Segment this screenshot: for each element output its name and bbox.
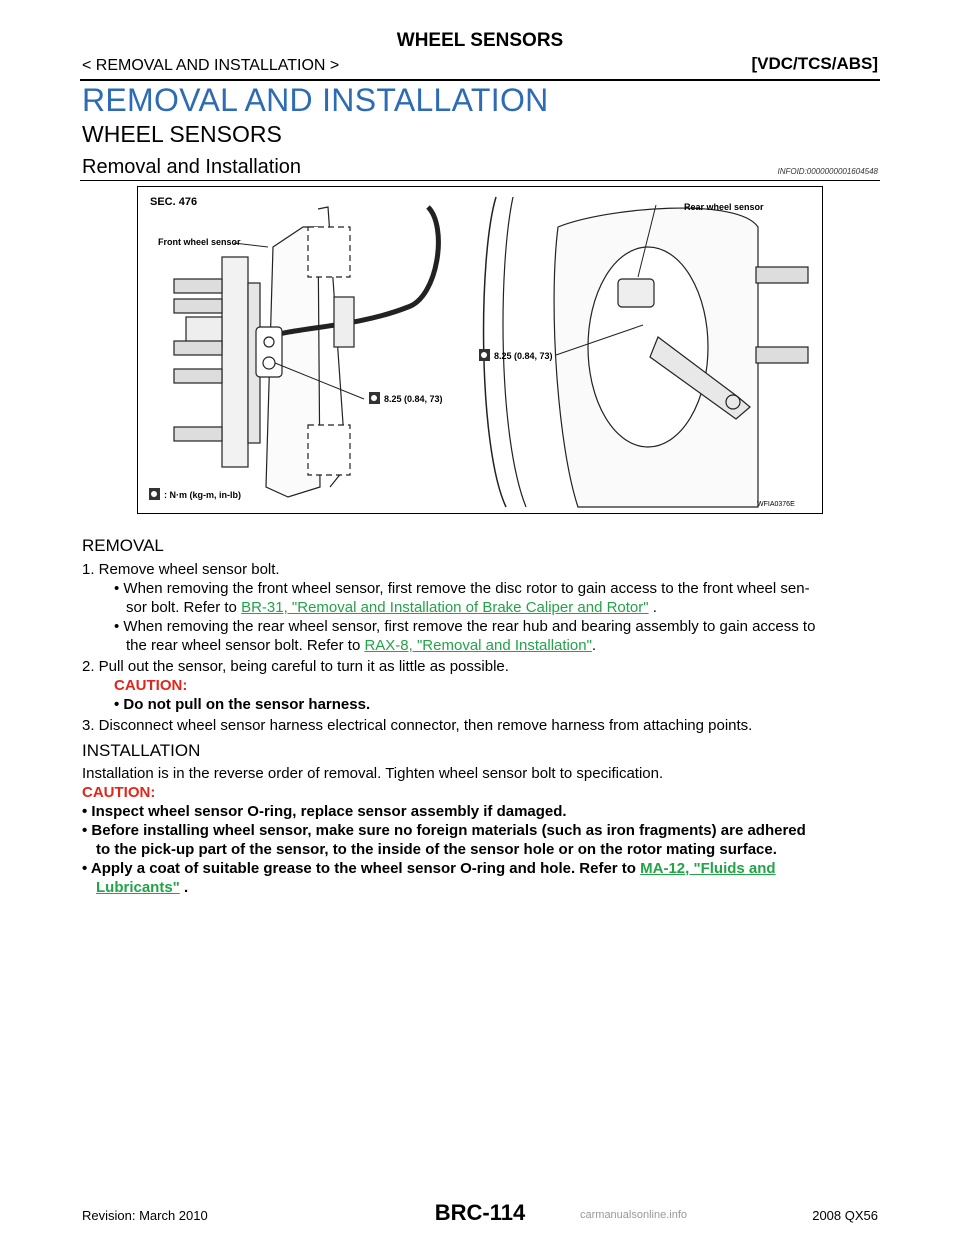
removal-step-1-bullet-2-line-2 (126, 636, 596, 655)
torque-icon-rear (479, 349, 490, 361)
revision-date: Revision: March 2010 (82, 1208, 208, 1223)
front-harness-clip (334, 297, 354, 347)
front-wheel-stud (174, 369, 222, 383)
sec-label: SEC. 476 (150, 196, 198, 208)
rear-wheel-stud (756, 267, 808, 283)
removal-step-3: 3. Disconnect wheel sensor harness electrical connector, then remove harness from attaching points. (82, 717, 753, 734)
installation-intro: Installation is in the reverse order of removal. Tighten wheel sensor bolt to specification. (82, 765, 664, 782)
installation-caution-2-line-2: to the pick-up part of the sensor, to the inside of the sensor hole or on the rotor mating surface. (96, 841, 777, 858)
front-torque-spec: 8.25 (0.84, 73) (384, 394, 443, 404)
front-wheel-stud (174, 341, 222, 355)
rear-wheel-sensor (618, 279, 654, 307)
subsection-heading: Removal and Installation (82, 156, 302, 178)
torque-icon-legend (149, 488, 160, 500)
torque-icon-front (369, 392, 380, 404)
wheel-sensor-illustration (137, 186, 823, 514)
removal-step-2: 2. Pull out the sensor, being careful to turn it as little as possible. (82, 658, 509, 675)
removal-bullet-2-text: the rear wheel sensor bolt. Refer to (126, 637, 365, 654)
figure-code: WFIA0376E (757, 501, 795, 508)
page-number: BRC-114 (434, 1200, 526, 1225)
front-wheel-stud (174, 299, 222, 313)
installation-heading: INSTALLATION (82, 741, 201, 760)
front-wheel-stud (174, 279, 222, 293)
page-header-title: WHEEL SENSORS (396, 30, 564, 51)
link-br-31[interactable]: BR-31, "Removal and Installation of Brake Caliper and Rotor" (241, 599, 649, 616)
rear-torque-spec: 8.25 (0.84, 73) (494, 351, 553, 361)
illustration-drawing (138, 187, 822, 513)
installation-caution-3-line-1 (82, 859, 776, 878)
removal-caution-item: • Do not pull on the sensor harness. (114, 696, 371, 713)
removal-step-1: 1. Remove wheel sensor bolt. (82, 561, 280, 578)
system-label: [VDC/TCS/ABS] (751, 54, 878, 73)
vehicle-model: 2008 QX56 (812, 1208, 878, 1223)
chapter-heading: REMOVAL AND INSTALLATION (82, 82, 549, 118)
link-rax-8[interactable]: RAX-8, "Removal and Installation" (364, 637, 592, 654)
installation-caution-2-line-1: • Before installing wheel sensor, make sure no foreign materials (such as iron fragments) are adhered (82, 822, 806, 839)
units-legend: : N·m (kg-m, in-lb) (164, 490, 241, 500)
rear-bearing-bore (588, 247, 708, 447)
header-divider (80, 79, 880, 81)
subsection-divider (80, 180, 880, 181)
front-sensor-label: Front wheel sensor (158, 237, 241, 247)
rear-wheel-stud (756, 347, 808, 363)
removal-step-1-bullet-1-line-1: • When removing the front wheel sensor, first remove the disc rotor to gain access to the front wheel sen- (114, 580, 810, 597)
installation-caution-1: • Inspect wheel sensor O-ring, replace sensor assembly if damaged. (82, 803, 567, 820)
link-ma-12-cont[interactable]: Lubricants" (96, 879, 180, 896)
rear-sensor-label: Rear wheel sensor (684, 202, 764, 212)
installation-caution-3-text: • Apply a coat of suitable grease to the wheel sensor O-ring and hole. Refer to (82, 860, 641, 877)
front-wheel-stud (174, 427, 222, 441)
removal-step-1-bullet-1-line-2 (126, 598, 657, 617)
watermark: carmanualsonline.info (580, 1209, 688, 1221)
removal-caution-label: CAUTION: (114, 677, 188, 694)
removal-bullet-1-end: . (648, 599, 657, 616)
section-heading: WHEEL SENSORS (82, 121, 282, 147)
removal-bullet-2-end: . (591, 637, 597, 654)
installation-caution-3-end: . (179, 879, 189, 896)
link-ma-12[interactable]: MA-12, "Fluids and (640, 860, 776, 877)
front-knuckle-hole (308, 227, 350, 277)
removal-heading: REMOVAL (82, 536, 164, 555)
info-id: INFOID:0000000001604548 (777, 167, 878, 176)
installation-caution-label: CAUTION: (82, 784, 156, 801)
front-hub-flange (222, 257, 248, 467)
section-path: < REMOVAL AND INSTALLATION > (82, 57, 340, 74)
front-knuckle-hole (308, 425, 350, 475)
removal-step-1-bullet-2-line-1: • When removing the rear wheel sensor, first remove the rear hub and bearing assembly to gain access to (114, 618, 816, 635)
removal-bullet-1-text: sor bolt. Refer to (126, 599, 242, 616)
installation-caution-3-line-2 (96, 878, 188, 897)
